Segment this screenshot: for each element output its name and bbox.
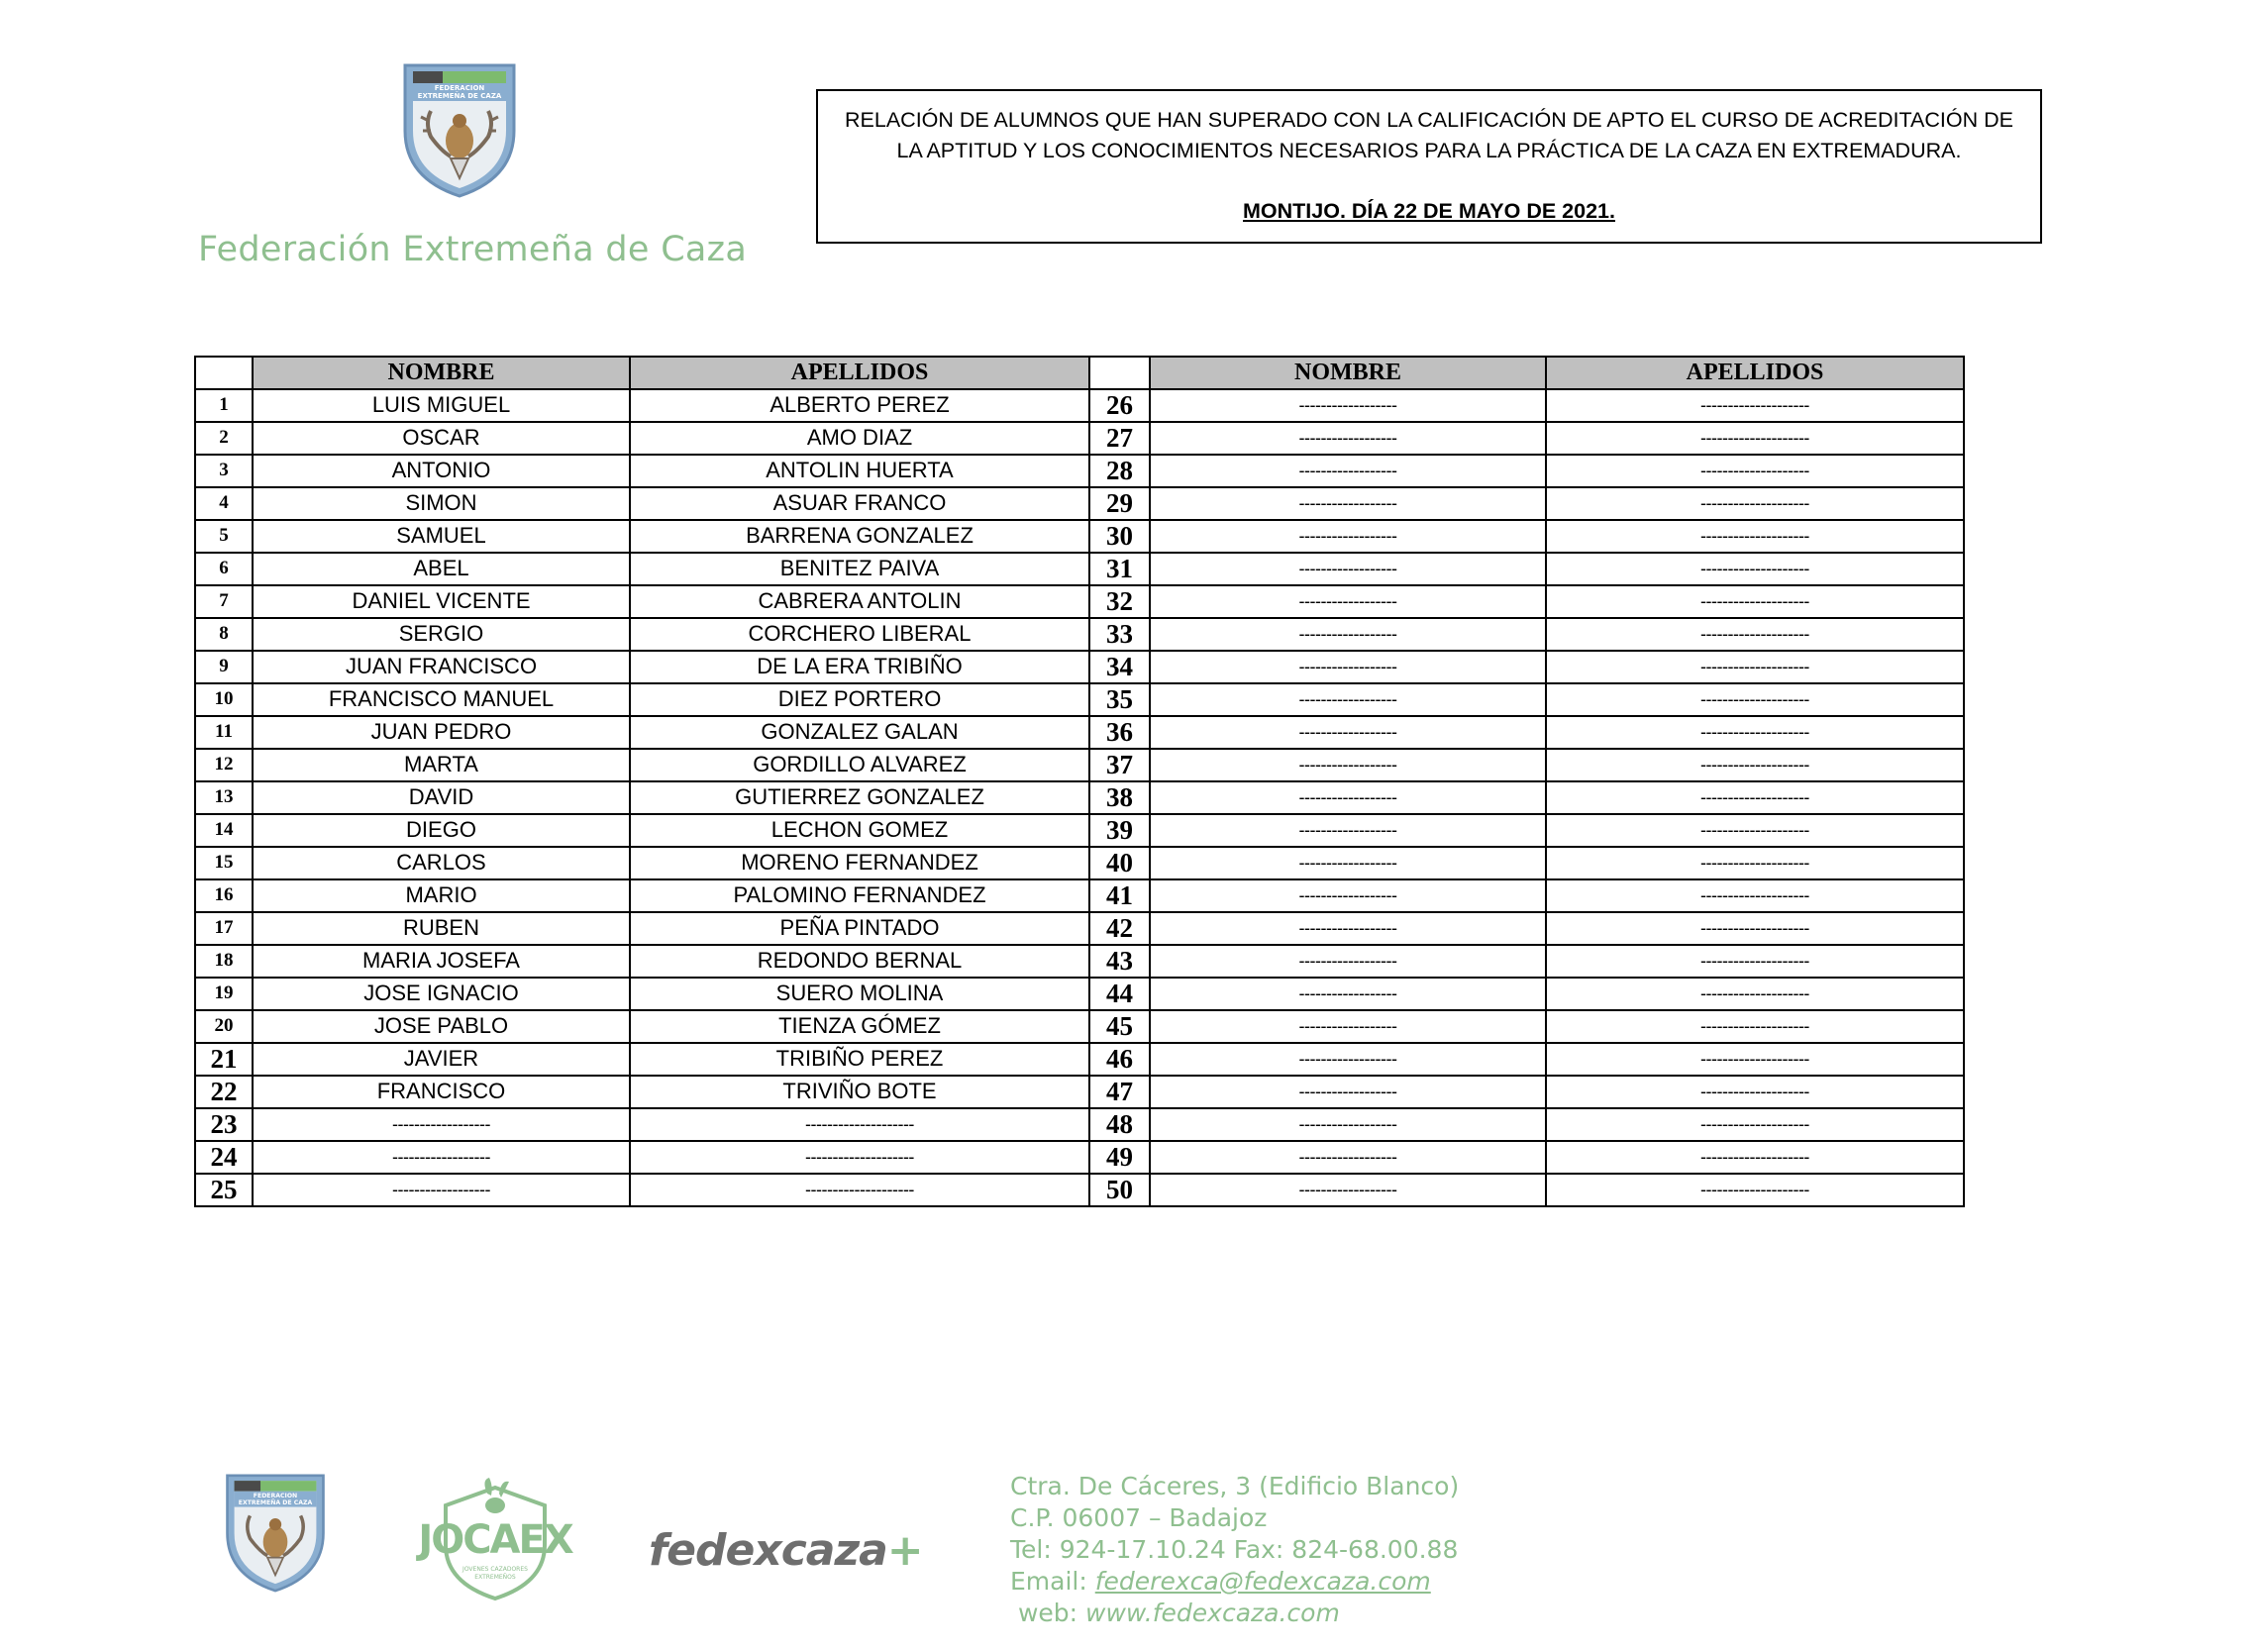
row-number-right: 50: [1089, 1174, 1150, 1206]
first-name-cell-left: SIMON: [253, 487, 630, 520]
last-name-cell-right: --------------------: [1546, 847, 1964, 879]
last-name-cell-right: --------------------: [1546, 520, 1964, 553]
first-name-cell-right: ------------------: [1150, 912, 1546, 945]
first-name-cell-left: ------------------: [253, 1174, 630, 1206]
first-name-cell-right: ------------------: [1150, 389, 1546, 422]
table-row: [195, 716, 1964, 749]
crest-text-line2: EXTREMEÑA DE CAZA: [417, 92, 502, 100]
first-name-cell-right: ------------------: [1150, 487, 1546, 520]
first-name-cell-right: ------------------: [1150, 781, 1546, 814]
first-name-cell-left: JUAN PEDRO: [253, 716, 630, 749]
row-number-right: 27: [1089, 422, 1150, 455]
first-name-cell-right: ------------------: [1150, 749, 1546, 781]
first-name-cell-left: SERGIO: [253, 618, 630, 651]
row-number-right: 29: [1089, 487, 1150, 520]
row-number-right: 41: [1089, 879, 1150, 912]
last-name-cell-left: LECHON GOMEZ: [630, 814, 1089, 847]
row-number-right: 35: [1089, 683, 1150, 716]
brand-plus-icon: +: [886, 1525, 923, 1576]
table-row: [195, 1076, 1964, 1108]
email-link[interactable]: federexca@fedexcaza.com: [1094, 1567, 1431, 1596]
table-row: [195, 520, 1964, 553]
last-name-cell-right: --------------------: [1546, 618, 1964, 651]
last-name-cell-left: REDONDO BERNAL: [630, 945, 1089, 978]
row-number-left: 7: [195, 585, 253, 618]
footer-crest-logo: [224, 1470, 327, 1597]
last-name-cell-right: --------------------: [1546, 487, 1964, 520]
last-name-cell-left: CABRERA ANTOLIN: [630, 585, 1089, 618]
row-number-right: 44: [1089, 978, 1150, 1010]
jocaex-wordmark: JOCAEX: [418, 1517, 572, 1563]
table-row: [195, 814, 1964, 847]
title-box: [816, 89, 2042, 244]
row-number-right: 37: [1089, 749, 1150, 781]
fedexcaza-logo: [649, 1525, 923, 1576]
web-label: web:: [1017, 1599, 1086, 1627]
title-line-1: RELACIÓN DE ALUMNOS QUE HAN SUPERADO CON LA CALIFICACIÓN DE APTO EL CURSO DE ACREDITACIÓN DE: [845, 108, 2013, 132]
first-name-cell-right: ------------------: [1150, 618, 1546, 651]
row-number-right: 42: [1089, 912, 1150, 945]
students-table: [194, 356, 1965, 1207]
table-row: [195, 1141, 1964, 1174]
last-name-cell-left: GONZALEZ GALAN: [630, 716, 1089, 749]
first-name-cell-left: ------------------: [253, 1108, 630, 1141]
table-row: [195, 618, 1964, 651]
row-number-right: 40: [1089, 847, 1150, 879]
first-name-cell-right: ------------------: [1150, 1076, 1546, 1108]
row-number-right: 28: [1089, 455, 1150, 487]
row-number-left: 22: [195, 1076, 253, 1108]
header-blank-right: [1089, 357, 1150, 389]
header-blank-left: [195, 357, 253, 389]
last-name-cell-left: --------------------: [630, 1108, 1089, 1141]
row-number-right: 33: [1089, 618, 1150, 651]
last-name-cell-right: --------------------: [1546, 651, 1964, 683]
brand-part-1: fede: [649, 1525, 755, 1576]
first-name-cell-right: ------------------: [1150, 814, 1546, 847]
jocaex-subtitle-1: JOVENES CAZADORES: [462, 1566, 528, 1573]
last-name-cell-right: --------------------: [1546, 945, 1964, 978]
row-number-right: 49: [1089, 1141, 1150, 1174]
row-number-right: 36: [1089, 716, 1150, 749]
last-name-cell-left: BARRENA GONZALEZ: [630, 520, 1089, 553]
last-name-cell-right: --------------------: [1546, 1174, 1964, 1206]
last-name-cell-left: MORENO FERNANDEZ: [630, 847, 1089, 879]
first-name-cell-left: CARLOS: [253, 847, 630, 879]
header-apellidos-left: APELLIDOS: [630, 357, 1089, 389]
last-name-cell-right: --------------------: [1546, 683, 1964, 716]
last-name-cell-left: ASUAR FRANCO: [630, 487, 1089, 520]
row-number-left: 2: [195, 422, 253, 455]
row-number-left: 8: [195, 618, 253, 651]
table-row: [195, 1108, 1964, 1141]
last-name-cell-right: --------------------: [1546, 422, 1964, 455]
address-line-1: Ctra. De Cáceres, 3 (Edificio Blanco): [1010, 1472, 1460, 1500]
table-row: [195, 978, 1964, 1010]
last-name-cell-left: CORCHERO LIBERAL: [630, 618, 1089, 651]
title-line-2: LA APTITUD Y LOS CONOCIMIENTOS NECESARIOS PARA LA PRÁCTICA DE LA CAZA EN EXTREMADURA.: [896, 139, 1962, 162]
last-name-cell-left: PALOMINO FERNANDEZ: [630, 879, 1089, 912]
first-name-cell-right: ------------------: [1150, 945, 1546, 978]
first-name-cell-left: JAVIER: [253, 1043, 630, 1076]
row-number-left: 3: [195, 455, 253, 487]
last-name-cell-right: --------------------: [1546, 585, 1964, 618]
row-number-left: 1: [195, 389, 253, 422]
row-number-left: 5: [195, 520, 253, 553]
table-row: [195, 879, 1964, 912]
table-row: [195, 781, 1964, 814]
address-line-2: C.P. 06007 – Badajoz: [1010, 1503, 1268, 1532]
first-name-cell-right: ------------------: [1150, 455, 1546, 487]
first-name-cell-right: ------------------: [1150, 1174, 1546, 1206]
course-date: MONTIJO. DÍA 22 DE MAYO DE 2021.: [1243, 199, 1615, 223]
row-number-left: 24: [195, 1141, 253, 1174]
jocaex-logo: [416, 1476, 574, 1604]
header-nombre-left: NOMBRE: [253, 357, 630, 389]
last-name-cell-right: --------------------: [1546, 1076, 1964, 1108]
row-number-left: 23: [195, 1108, 253, 1141]
first-name-cell-right: ------------------: [1150, 1043, 1546, 1076]
federation-crest-logo: [401, 61, 518, 200]
first-name-cell-left: OSCAR: [253, 422, 630, 455]
last-name-cell-left: BENITEZ PAIVA: [630, 553, 1089, 585]
last-name-cell-right: --------------------: [1546, 749, 1964, 781]
row-number-right: 26: [1089, 389, 1150, 422]
first-name-cell-left: ANTONIO: [253, 455, 630, 487]
brand-part-2: caza: [780, 1525, 887, 1576]
row-number-right: 39: [1089, 814, 1150, 847]
email-line: [1010, 1566, 1459, 1598]
first-name-cell-right: ------------------: [1150, 1010, 1546, 1043]
row-number-right: 48: [1089, 1108, 1150, 1141]
last-name-cell-right: --------------------: [1546, 879, 1964, 912]
last-name-cell-right: --------------------: [1546, 1108, 1964, 1141]
last-name-cell-right: --------------------: [1546, 814, 1964, 847]
row-number-right: 46: [1089, 1043, 1150, 1076]
last-name-cell-right: --------------------: [1546, 553, 1964, 585]
row-number-right: 30: [1089, 520, 1150, 553]
table-row: [195, 422, 1964, 455]
last-name-cell-left: TRIBIÑO PEREZ: [630, 1043, 1089, 1076]
last-name-cell-right: --------------------: [1546, 455, 1964, 487]
row-number-left: 21: [195, 1043, 253, 1076]
first-name-cell-left: FRANCISCO: [253, 1076, 630, 1108]
table-row: [195, 683, 1964, 716]
row-number-left: 4: [195, 487, 253, 520]
row-number-left: 9: [195, 651, 253, 683]
row-number-left: 13: [195, 781, 253, 814]
last-name-cell-left: GUTIERREZ GONZALEZ: [630, 781, 1089, 814]
first-name-cell-right: ------------------: [1150, 585, 1546, 618]
last-name-cell-right: --------------------: [1546, 1043, 1964, 1076]
email-label: Email:: [1010, 1567, 1095, 1596]
table-row: [195, 1043, 1964, 1076]
row-number-right: 31: [1089, 553, 1150, 585]
first-name-cell-left: JUAN FRANCISCO: [253, 651, 630, 683]
table-row: [195, 455, 1964, 487]
row-number-right: 47: [1089, 1076, 1150, 1108]
header-nombre-right: NOMBRE: [1150, 357, 1546, 389]
row-number-right: 32: [1089, 585, 1150, 618]
first-name-cell-right: ------------------: [1150, 1108, 1546, 1141]
row-number-left: 6: [195, 553, 253, 585]
last-name-cell-right: --------------------: [1546, 716, 1964, 749]
last-name-cell-left: --------------------: [630, 1141, 1089, 1174]
last-name-cell-left: SUERO MOLINA: [630, 978, 1089, 1010]
web-link[interactable]: www.fedexcaza.com: [1085, 1599, 1340, 1627]
last-name-cell-left: DIEZ PORTERO: [630, 683, 1089, 716]
row-number-right: 45: [1089, 1010, 1150, 1043]
first-name-cell-right: ------------------: [1150, 553, 1546, 585]
last-name-cell-left: ALBERTO PEREZ: [630, 389, 1089, 422]
first-name-cell-right: ------------------: [1150, 716, 1546, 749]
row-number-right: 34: [1089, 651, 1150, 683]
table-row: [195, 651, 1964, 683]
last-name-cell-right: --------------------: [1546, 1141, 1964, 1174]
crest-text-line1: FEDERACION: [434, 84, 485, 92]
last-name-cell-left: AMO DIAZ: [630, 422, 1089, 455]
row-number-right: 43: [1089, 945, 1150, 978]
first-name-cell-left: DANIEL VICENTE: [253, 585, 630, 618]
phone-fax-line: Tel: 924-17.10.24 Fax: 824-68.00.88: [1010, 1535, 1459, 1564]
first-name-cell-left: FRANCISCO MANUEL: [253, 683, 630, 716]
header-apellidos-right: APELLIDOS: [1546, 357, 1964, 389]
first-name-cell-right: ------------------: [1150, 683, 1546, 716]
last-name-cell-left: DE LA ERA TRIBIÑO: [630, 651, 1089, 683]
row-number-left: 14: [195, 814, 253, 847]
last-name-cell-right: --------------------: [1546, 1010, 1964, 1043]
table-row: [195, 553, 1964, 585]
first-name-cell-left: JOSE PABLO: [253, 1010, 630, 1043]
row-number-left: 11: [195, 716, 253, 749]
contact-block: [1010, 1471, 1459, 1629]
first-name-cell-left: ABEL: [253, 553, 630, 585]
organization-name: Federación Extremeña de Caza: [198, 230, 748, 269]
first-name-cell-left: JOSE IGNACIO: [253, 978, 630, 1010]
first-name-cell-left: MARIA JOSEFA: [253, 945, 630, 978]
table-row: [195, 389, 1964, 422]
table-row: [195, 847, 1964, 879]
table-row: [195, 749, 1964, 781]
last-name-cell-left: GORDILLO ALVAREZ: [630, 749, 1089, 781]
row-number-left: 17: [195, 912, 253, 945]
first-name-cell-left: ------------------: [253, 1141, 630, 1174]
row-number-left: 10: [195, 683, 253, 716]
first-name-cell-left: MARIO: [253, 879, 630, 912]
first-name-cell-left: DAVID: [253, 781, 630, 814]
last-name-cell-right: --------------------: [1546, 781, 1964, 814]
table-row: [195, 487, 1964, 520]
table-header-row: [195, 357, 1964, 389]
first-name-cell-right: ------------------: [1150, 1141, 1546, 1174]
first-name-cell-right: ------------------: [1150, 847, 1546, 879]
first-name-cell-left: RUBEN: [253, 912, 630, 945]
last-name-cell-left: TRIVIÑO BOTE: [630, 1076, 1089, 1108]
last-name-cell-left: PEÑA PINTADO: [630, 912, 1089, 945]
row-number-right: 38: [1089, 781, 1150, 814]
last-name-cell-right: --------------------: [1546, 978, 1964, 1010]
last-name-cell-left: TIENZA GÓMEZ: [630, 1010, 1089, 1043]
row-number-left: 19: [195, 978, 253, 1010]
row-number-left: 18: [195, 945, 253, 978]
footer-crest-text-line2: EXTREMEÑA DE CAZA: [238, 1498, 313, 1506]
last-name-cell-left: ANTOLIN HUERTA: [630, 455, 1089, 487]
last-name-cell-right: --------------------: [1546, 389, 1964, 422]
table-row: [195, 585, 1964, 618]
first-name-cell-right: ------------------: [1150, 422, 1546, 455]
first-name-cell-left: SAMUEL: [253, 520, 630, 553]
table-row: [195, 1174, 1964, 1206]
web-line: [1010, 1598, 1459, 1629]
first-name-cell-right: ------------------: [1150, 879, 1546, 912]
row-number-left: 20: [195, 1010, 253, 1043]
last-name-cell-right: --------------------: [1546, 912, 1964, 945]
table-row: [195, 912, 1964, 945]
table-row: [195, 945, 1964, 978]
row-number-left: 12: [195, 749, 253, 781]
first-name-cell-left: MARTA: [253, 749, 630, 781]
footer-crest-text-line1: FEDERACION: [253, 1492, 298, 1499]
row-number-left: 25: [195, 1174, 253, 1206]
table-row: [195, 1010, 1964, 1043]
first-name-cell-left: DIEGO: [253, 814, 630, 847]
jocaex-subtitle-2: EXTREMEÑOS: [474, 1574, 516, 1581]
row-number-left: 16: [195, 879, 253, 912]
first-name-cell-right: ------------------: [1150, 651, 1546, 683]
first-name-cell-right: ------------------: [1150, 520, 1546, 553]
first-name-cell-right: ------------------: [1150, 978, 1546, 1010]
row-number-left: 15: [195, 847, 253, 879]
first-name-cell-left: LUIS MIGUEL: [253, 389, 630, 422]
last-name-cell-left: --------------------: [630, 1174, 1089, 1206]
brand-x: x: [754, 1525, 781, 1576]
